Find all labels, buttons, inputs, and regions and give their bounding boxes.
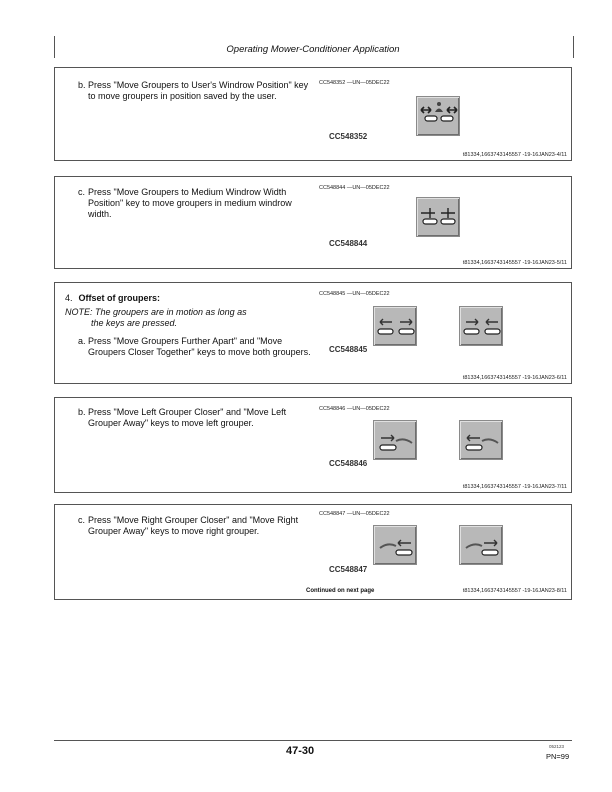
- step-label: a.: [78, 336, 86, 346]
- continued-note: Continued on next page: [306, 588, 375, 594]
- instruction-box-user-windrow: [54, 67, 572, 161]
- figure-code: CC548844: [329, 239, 368, 248]
- reference-code: t81334,1663743145557 -19-16JAN23-6/11: [462, 375, 567, 381]
- user-windrow-position-key-icon: [416, 96, 460, 136]
- step-label: b.: [78, 407, 86, 417]
- pn-number: PN=99: [546, 752, 570, 761]
- step-text: Press "Move Groupers Further Apart" and "Move Groupers Closer Together" keys to move both groupers.: [88, 336, 311, 357]
- heading-number: 4.: [65, 293, 73, 303]
- reference-code: t81334,1663743145557 -19-16JAN23-7/11: [462, 484, 567, 490]
- page-header-title: Operating Mower-Conditioner Application: [226, 44, 400, 55]
- figure-caption: CC548845 —UN—05DEC22: [319, 291, 390, 297]
- note-line-2: the keys are pressed.: [91, 318, 178, 328]
- figure-code: CC548846: [329, 459, 368, 468]
- figure-code: CC548845: [329, 345, 368, 354]
- left-grouper-closer-key-icon: [373, 420, 417, 460]
- step-label: b.: [78, 80, 86, 90]
- figure-caption: CC548847 —UN—05DEC22: [319, 511, 390, 517]
- reference-code: t81334,1663743145557 -19-16JAN23-4/11: [462, 152, 567, 158]
- groupers-closer-together-key-icon: [459, 306, 503, 346]
- page-number: 47-30: [286, 745, 315, 757]
- section-heading: [65, 293, 160, 303]
- right-grouper-closer-key-icon: [373, 525, 417, 565]
- step-label: c.: [78, 515, 86, 525]
- note: [65, 307, 315, 329]
- instruction-box-left-grouper: [54, 397, 572, 493]
- heading-text: Offset of groupers:: [78, 293, 161, 303]
- figure-caption: CC548846 —UN—05DEC22: [319, 406, 390, 412]
- step-label: c.: [78, 187, 86, 197]
- instruction-box-right-grouper: [54, 504, 572, 600]
- right-grouper-away-key-icon: [459, 525, 503, 565]
- instruction-box-medium-windrow: [54, 176, 572, 269]
- groupers-further-apart-key-icon: [373, 306, 417, 346]
- footer-rule: [54, 740, 572, 741]
- left-grouper-away-key-icon: [459, 420, 503, 460]
- figure-code: CC548352: [329, 132, 368, 141]
- step-text: Press "Move Groupers to Medium Windrow Width Position" key to move groupers in medium windrow width.: [88, 187, 292, 219]
- step-text: Press "Move Left Grouper Closer" and "Move Left Grouper Away" keys to move left grouper.: [88, 407, 287, 428]
- reference-code: t81334,1663743145557 -19-16JAN23-5/11: [462, 260, 567, 266]
- note-line-1: NOTE: The groupers are in motion as long as: [65, 307, 247, 317]
- footer-small-code: 052123: [549, 744, 565, 749]
- figure-caption: CC548844 —UN—05DEC22: [319, 185, 390, 191]
- figure-code: CC548847: [329, 565, 368, 574]
- figure-caption: CC548352 —UN—05DEC22: [319, 80, 390, 86]
- medium-windrow-width-key-icon: [416, 197, 460, 237]
- step-text: Press "Move Right Grouper Closer" and "Move Right Grouper Away" keys to move right grouper.: [88, 515, 299, 536]
- reference-code: t81334,1663743145557 -19-16JAN23-8/11: [462, 588, 567, 594]
- step-text: Press "Move Groupers to User's Windrow Position" key to move groupers in position saved by the user.: [88, 80, 309, 101]
- instruction-box-offset-groupers: [54, 282, 572, 384]
